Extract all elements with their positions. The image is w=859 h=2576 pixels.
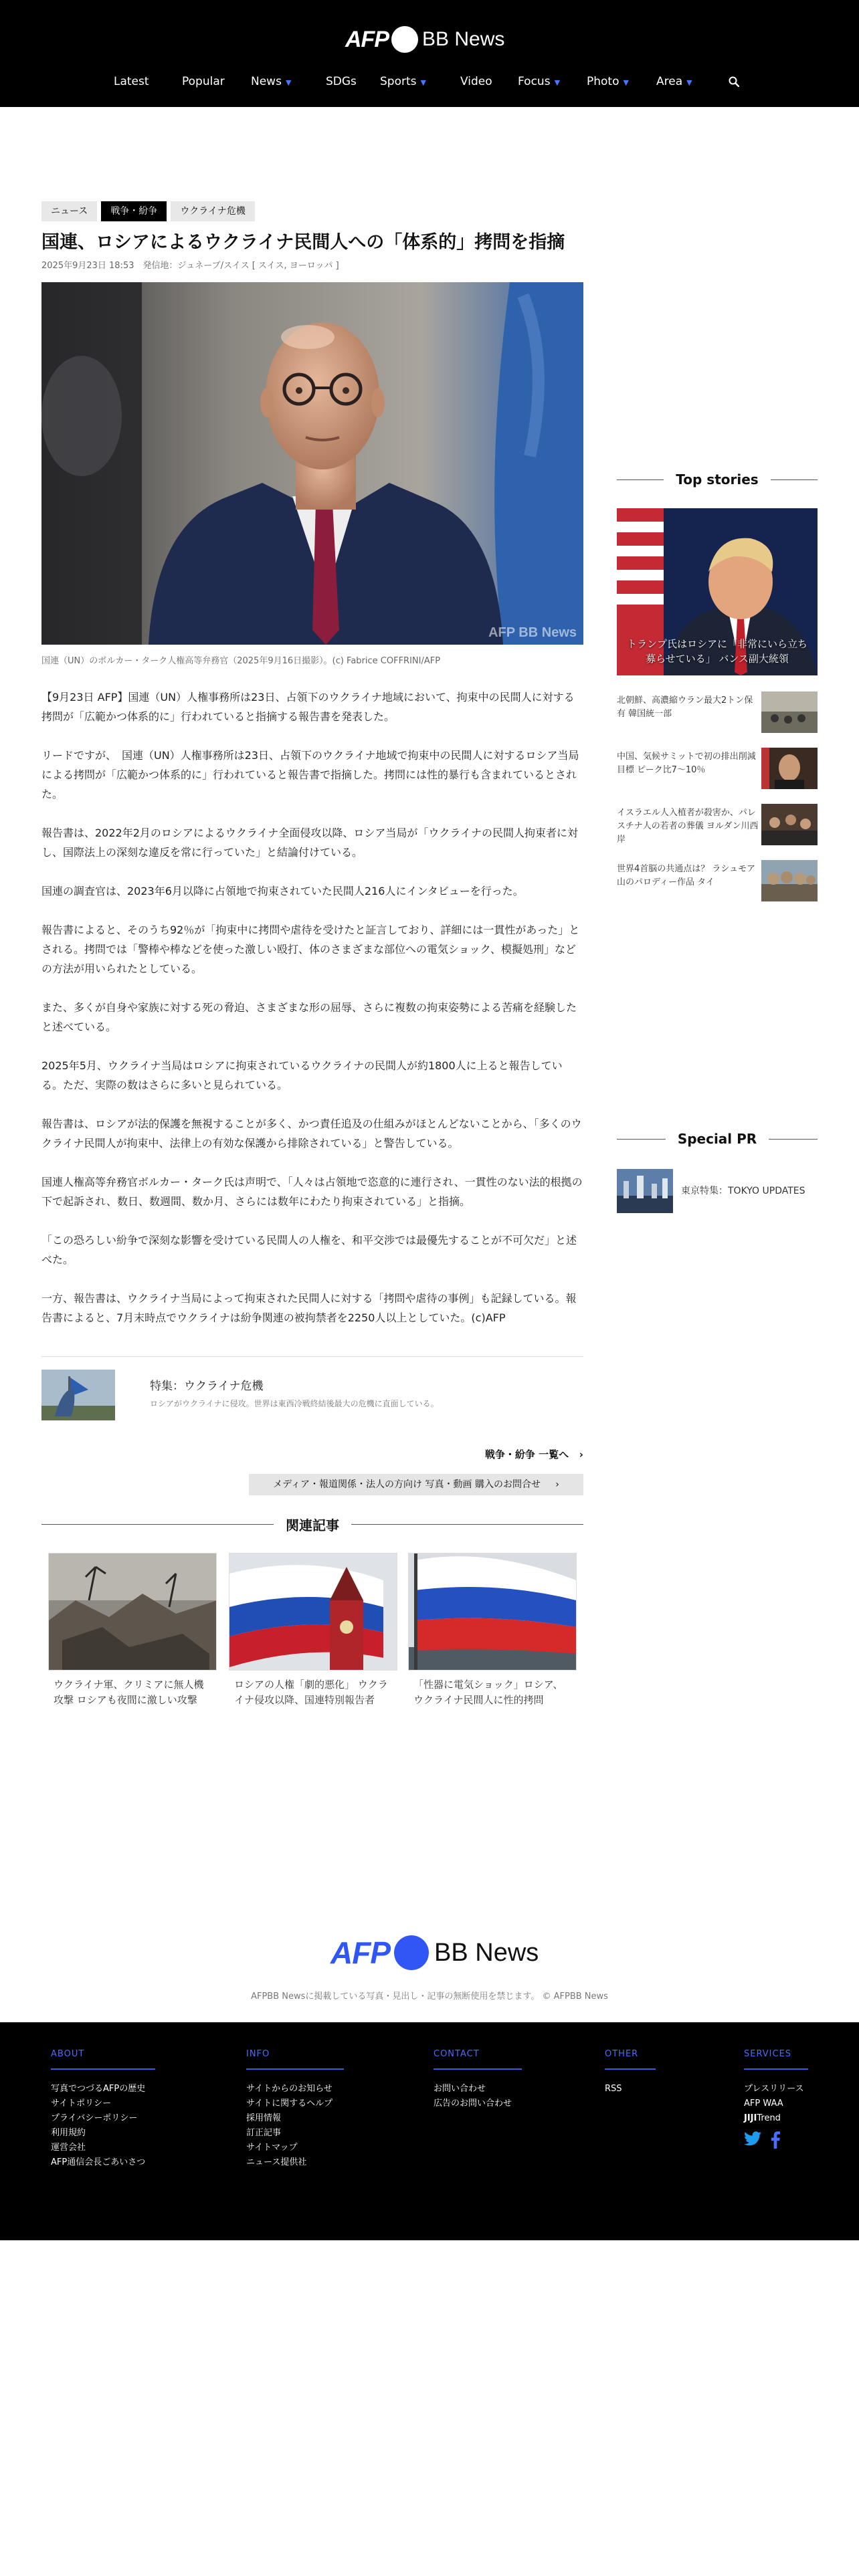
heading-rule <box>351 1524 583 1525</box>
chevron-down-icon: ▼ <box>686 78 692 87</box>
top-stories-heading <box>617 469 818 490</box>
article-paragraph: 2025年5月、ウクライナ当局はロシアに拘束されているウクライナの民間人が約1800人に上ると報告している。ただ、実際の数はさらに多いと見られている。 <box>41 1059 563 1091</box>
footer-link[interactable]: AFP WAA <box>744 2099 783 2109</box>
related-heading <box>41 1514 583 1534</box>
nav-label: News <box>251 75 282 88</box>
nav-focus[interactable] <box>518 71 560 92</box>
sidebar-story[interactable] <box>617 748 818 790</box>
article-paragraph: 報告書は、2022年2月のロシアによるウクライナ全面侵攻以降、ロシア当局が「ウクライナの民間人拘束者に対し、国際法上の深刻な違反を常に行っていた」と結論付けている。 <box>41 827 578 859</box>
article-paragraph: 【9月23日 AFP】国連（UN）人権事務所は23日、占領下のウクライナ地域において、拘束中の民間人に対する拷問が「広範かつ体系的に」行われていると指摘する報告書を発表した。 <box>41 691 575 723</box>
trend-text: Trend <box>757 2113 781 2123</box>
top-story-card[interactable] <box>617 508 818 675</box>
related-article-title: 「性器に電気ショック」ロシア、ウクライナ民間人に性的拷問 <box>413 1679 563 1706</box>
tag-news[interactable]: ニュース <box>41 201 97 221</box>
divider <box>41 1356 583 1357</box>
article-headline: 国連、ロシアによるウクライナ民間人への「体系的」拷問を指摘 <box>41 232 565 253</box>
media-inquiry-button[interactable] <box>249 1474 583 1495</box>
heading-rule <box>617 479 664 480</box>
related-article-title: ウクライナ軍、クリミアに無人機攻撃 ロシアも夜間に激しい攻撃 <box>54 1679 204 1706</box>
top-story-title: トランプ氏はロシアに「非常にいら立ち募らせている」 バンス副大統領 <box>626 638 807 665</box>
footer-column-heading: CONTACT <box>434 2049 522 2070</box>
heading-rule <box>769 1139 818 1140</box>
search-icon[interactable] <box>729 76 739 87</box>
sidebar-story[interactable] <box>617 860 818 903</box>
nav-label: SDGs <box>326 75 357 88</box>
related-article-image <box>229 1553 397 1671</box>
special-feature-link[interactable] <box>41 1370 583 1422</box>
footer-logo-afp-text: AFP <box>330 1935 390 1970</box>
special-feature-desc: ロシアがウクライナに侵攻。世界は東西冷戦終結後最大の危機に直面している。 <box>150 1399 439 1408</box>
article-paragraph: 国連人権高等弁務官ボルカー・ターク氏は声明で、「人々は占領地で恣意的に連行され、一貫性のない法的根拠の下で起訴され、数日、数週間、数か月、さらには数年にわたり拘束されている」と指摘。 <box>41 1176 583 1208</box>
more-link-label: 戦争・紛争 一覧へ <box>484 1448 569 1461</box>
article-paragraph: リードですが、 国連（UN）人権事務所は23日、占領下のウクライナ地域で拘束中の民間人に対するロシア当局による拷問が「広範かつ体系的に」行われていると報告書で指摘した。拷問には性的暴行も含まれているとされた。 <box>41 749 579 800</box>
footer-link[interactable]: プライバシーポリシー <box>51 2113 138 2123</box>
nav-label: Focus <box>518 75 551 88</box>
special-pr-heading-label: Special PR <box>677 1131 757 1147</box>
footer-link[interactable]: 写真でつづるAFPの歴史 <box>51 2084 146 2094</box>
sidebar-story-title: 世界4首脳の共通点は？ ラシュモア山のパロディー作品 タイ <box>617 864 756 887</box>
footer-column-services <box>744 2046 808 2151</box>
related-article-image <box>408 1553 577 1671</box>
logo-dot <box>391 26 418 53</box>
article-paragraph: また、多くが自身や家族に対する死の脅迫、さまざまな形の屈辱、さらに複数の拘束姿勢による苦痛を経験したと述べている。 <box>41 1001 577 1033</box>
footer-column-heading: OTHER <box>605 2049 656 2070</box>
footer-link[interactable]: RSS <box>605 2084 622 2094</box>
logo-afp-text: AFP <box>345 26 389 52</box>
footer-logo-dot <box>394 1935 429 1970</box>
site-footer <box>0 2022 859 2240</box>
nav-label: Sports <box>380 75 417 88</box>
related-heading-label: 関連記事 <box>286 1517 339 1533</box>
special-pr-heading <box>617 1129 818 1149</box>
related-article-title: ロシアの人権「劇的悪化」 ウクライナ侵攻以降、国連特別報告者 <box>234 1679 388 1706</box>
footer-link[interactable]: お問い合わせ <box>434 2084 486 2094</box>
special-pr-thumbnail <box>617 1169 673 1213</box>
sidebar-story[interactable] <box>617 804 818 847</box>
article-paragraph: 報告書は、ロシアが法的保護を無視することが多く、かつ責任追及の仕組みがほとんどないことから、「多くのウクライナ民間人が拘束中、法律上の有効な保護から排除されている」と警告している。 <box>41 1117 582 1150</box>
heading-rule <box>617 1139 666 1140</box>
nav-popular[interactable] <box>182 71 225 92</box>
footer-column-about <box>51 2046 155 2170</box>
footer-column-other <box>605 2046 656 2097</box>
footer-link[interactable]: AFP通信会長ごあいさつ <box>51 2157 146 2167</box>
sidebar-story[interactable] <box>617 691 818 734</box>
tag-war-conflict[interactable]: 戦争・紛争 <box>101 201 167 221</box>
main-photo-graphic <box>41 282 583 645</box>
nav-news[interactable] <box>251 71 291 92</box>
sidebar-story-title: 北朝鮮、高濃縮ウラン最大2トン保有 韓国統一部 <box>617 695 753 719</box>
photo-caption: 国連（UN）のボルカー・ターク人権高等弁務官（2025年9月16日撮影）。(c) Fabrice COFFRINI/AFP <box>41 656 441 666</box>
article-paragraph: 国連の調査官は、2023年6月以降に占領地で拘束されていた民間人216人にインタビューを行った。 <box>41 885 524 897</box>
nav-sports[interactable] <box>380 71 426 92</box>
nav-label: Photo <box>587 75 619 88</box>
footer-link[interactable]: 運営会社 <box>51 2143 86 2153</box>
nav-label: Latest <box>114 75 149 88</box>
jiji-trend-link[interactable] <box>744 2111 808 2126</box>
nav-video[interactable] <box>460 71 492 92</box>
war-conflict-list-link[interactable] <box>485 1447 583 1461</box>
sidebar-story-thumbnail <box>761 691 818 733</box>
article-paragraph: 一方、報告書は、ウクライナ当局によって拘束された民間人に対する「拷問や虐待の事例」も記録している。報告書によると、7月末時点でウクライナは紛争関連の被拘禁者を2250人以上としていた。(c)AFP <box>41 1292 577 1324</box>
special-feature-thumbnail <box>41 1370 115 1420</box>
special-pr-title: 東京特集：TOKYO UPDATES <box>681 1186 805 1196</box>
related-article-card[interactable] <box>408 1553 577 1708</box>
chevron-right-icon: › <box>572 1448 583 1461</box>
related-article-image <box>48 1553 217 1671</box>
nav-label: Popular <box>182 75 225 88</box>
footer-column-info <box>246 2046 344 2170</box>
footer-column-heading: SERVICES <box>744 2049 808 2070</box>
footer-column-heading: ABOUT <box>51 2049 155 2070</box>
tag-ukraine-crisis[interactable]: ウクライナ危機 <box>171 201 255 221</box>
twitter-icon[interactable] <box>744 2131 761 2151</box>
sidebar-story-thumbnail <box>761 748 818 789</box>
media-inquiry-label: メディア・報道関係・法人の方向け 写真・動画 購入のお問合せ <box>273 1479 541 1490</box>
chevron-down-icon: ▼ <box>623 78 629 87</box>
photo-watermark: AFP BB News <box>488 625 577 640</box>
footer-link[interactable]: 広告のお問い合わせ <box>434 2099 512 2109</box>
jiji-text: JIJI <box>744 2113 757 2123</box>
social-links <box>744 2131 808 2151</box>
nav-photo[interactable] <box>587 71 629 92</box>
footer-link[interactable]: 利用規約 <box>51 2128 86 2138</box>
chevron-down-icon: ▼ <box>420 78 426 87</box>
article-body <box>41 687 583 1347</box>
copyright-notice: AFPBB Newsに掲載している写真・見出し・記事の無断使用を禁じます。 © AFPBB News <box>251 1992 608 2002</box>
related-article-card[interactable] <box>48 1553 217 1708</box>
nav-label: Area <box>656 75 683 88</box>
chevron-right-icon: › <box>543 1479 559 1490</box>
chevron-down-icon: ▼ <box>554 78 561 87</box>
footer-logo-bb-text: BB News <box>434 1938 539 1967</box>
footer-link[interactable]: サイトに関するヘルプ <box>246 2099 333 2109</box>
article-paragraph: 「この恐ろしい紛争で深刻な影響を受けている民間人の人権を、和平交渉では最優先することが不可欠だ」と述べた。 <box>41 1234 577 1266</box>
special-feature-title: 特集：ウクライナ危機 <box>150 1380 264 1393</box>
related-article-card[interactable] <box>229 1553 397 1708</box>
special-pr-item[interactable] <box>617 1169 818 1213</box>
footer-link[interactable]: ニュース提供社 <box>246 2157 307 2167</box>
footer-link[interactable]: 採用情報 <box>246 2113 282 2123</box>
article-paragraph: 報告書によると、そのうち92％が「拘束中に拷問や虐待を受けたと証言しており、詳細には一貫性があった」とされる。拷問では「警棒や棒などを使った激しい殴打、体のさまざまな部位への電気ショック、模擬処刑」などの方法が用いられたとしている。 <box>41 924 580 975</box>
article-tags <box>41 201 255 221</box>
main-photo[interactable] <box>41 282 583 645</box>
footer-link[interactable]: サイトマップ <box>246 2143 298 2153</box>
footer-link[interactable]: プレスリリース <box>744 2084 804 2094</box>
facebook-icon[interactable] <box>771 2131 780 2151</box>
footer-logo[interactable] <box>330 1933 539 1973</box>
footer-column-heading: INFO <box>246 2049 344 2070</box>
heading-rule <box>771 479 818 480</box>
nav-latest[interactable] <box>114 71 149 92</box>
sidebar-story-thumbnail <box>761 860 818 901</box>
nav-label: Video <box>460 75 492 88</box>
sidebar-story-title: イスラエル人入植者が殺害か、パレスチナ人の若者の葬儀 ヨルダン川西岸 <box>617 808 759 845</box>
chevron-down-icon: ▼ <box>285 78 292 87</box>
logo-bb-text: BB News <box>422 28 505 50</box>
footer-link[interactable]: サイトからのお知らせ <box>246 2084 332 2094</box>
nav-sdgs[interactable] <box>326 71 357 92</box>
site-logo[interactable] <box>345 24 504 55</box>
footer-column-contact <box>434 2046 522 2111</box>
footer-link[interactable]: サイトポリシー <box>51 2099 112 2109</box>
sidebar-story-thumbnail <box>761 804 818 845</box>
nav-area[interactable] <box>656 71 692 92</box>
sidebar-story-title: 中国、気候サミットで初の排出削減目標 ピーク比7～10％ <box>617 752 756 775</box>
footer-link[interactable]: 訂正記事 <box>246 2128 282 2138</box>
article-dateline: 2025年9月23日 18:53 発信地：ジュネーブ/スイス [ スイス, ヨーロッパ ] <box>41 261 339 271</box>
top-stories-heading-label: Top stories <box>676 471 759 488</box>
heading-rule <box>41 1524 274 1525</box>
site-header <box>0 0 859 107</box>
